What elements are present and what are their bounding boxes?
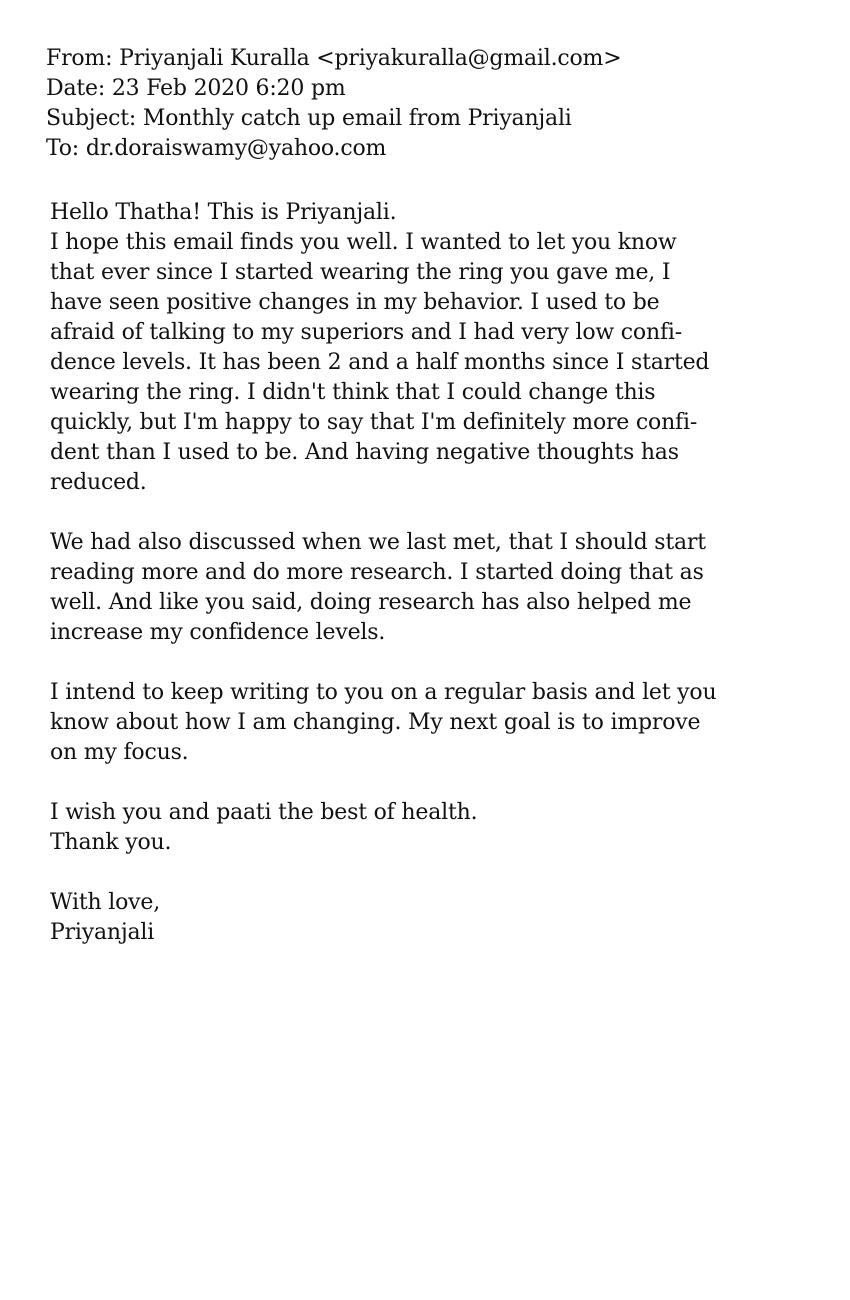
subject-line: Subject: Monthly catch up email from Priyanjali	[46, 106, 572, 131]
signature: Priyanjali	[50, 920, 155, 945]
from-line: From: Priyanjali Kuralla <priyakuralla@gmail.com>	[46, 46, 622, 71]
email-headers	[46, 44, 826, 164]
paragraph-gap	[50, 498, 810, 528]
paragraph-4	[50, 798, 810, 858]
paragraph-line: increase my confidence levels.	[50, 620, 386, 645]
paragraph-line: Thank you.	[50, 830, 172, 855]
email-body	[50, 198, 810, 948]
paragraph-2	[50, 528, 810, 648]
paragraph-gap	[50, 858, 810, 888]
paragraph-3	[50, 678, 810, 768]
paragraph-line: I wish you and paati the best of health.	[50, 800, 478, 825]
paragraph-line: have seen positive changes in my behavior. I used to be	[50, 290, 660, 315]
paragraph-line: dent than I used to be. And having negative thoughts has	[50, 440, 679, 465]
paragraph-line: afraid of talking to my superiors and I had very low confi-	[50, 320, 682, 345]
paragraph-1	[50, 228, 810, 498]
paragraph-gap	[50, 768, 810, 798]
paragraph-line: reduced.	[50, 470, 147, 495]
paragraph-line: dence levels. It has been 2 and a half months since I started	[50, 350, 710, 375]
paragraph-line: reading more and do more research. I started doing that as	[50, 560, 704, 585]
date-line: Date: 23 Feb 2020 6:20 pm	[46, 76, 346, 101]
paragraph-line: I hope this email finds you well. I wanted to let you know	[50, 230, 677, 255]
paragraph-line: wearing the ring. I didn't think that I could change this	[50, 380, 656, 405]
paragraph-line: that ever since I started wearing the ring you gave me, I	[50, 260, 671, 285]
paragraph-line: on my focus.	[50, 740, 189, 765]
paragraph-gap	[50, 648, 810, 678]
paragraph-line: quickly, but I'm happy to say that I'm definitely more confi-	[50, 410, 698, 435]
paragraph-line: well. And like you said, doing research has also helped me	[50, 590, 692, 615]
closing: With love,	[50, 890, 160, 915]
to-line: To: dr.doraiswamy@yahoo.com	[46, 136, 387, 161]
paragraph-line: know about how I am changing. My next goal is to improve	[50, 710, 701, 735]
paragraph-line: I intend to keep writing to you on a regular basis and let you	[50, 680, 717, 705]
paragraph-line: We had also discussed when we last met, that I should start	[50, 530, 706, 555]
greeting: Hello Thatha! This is Priyanjali.	[50, 200, 397, 225]
